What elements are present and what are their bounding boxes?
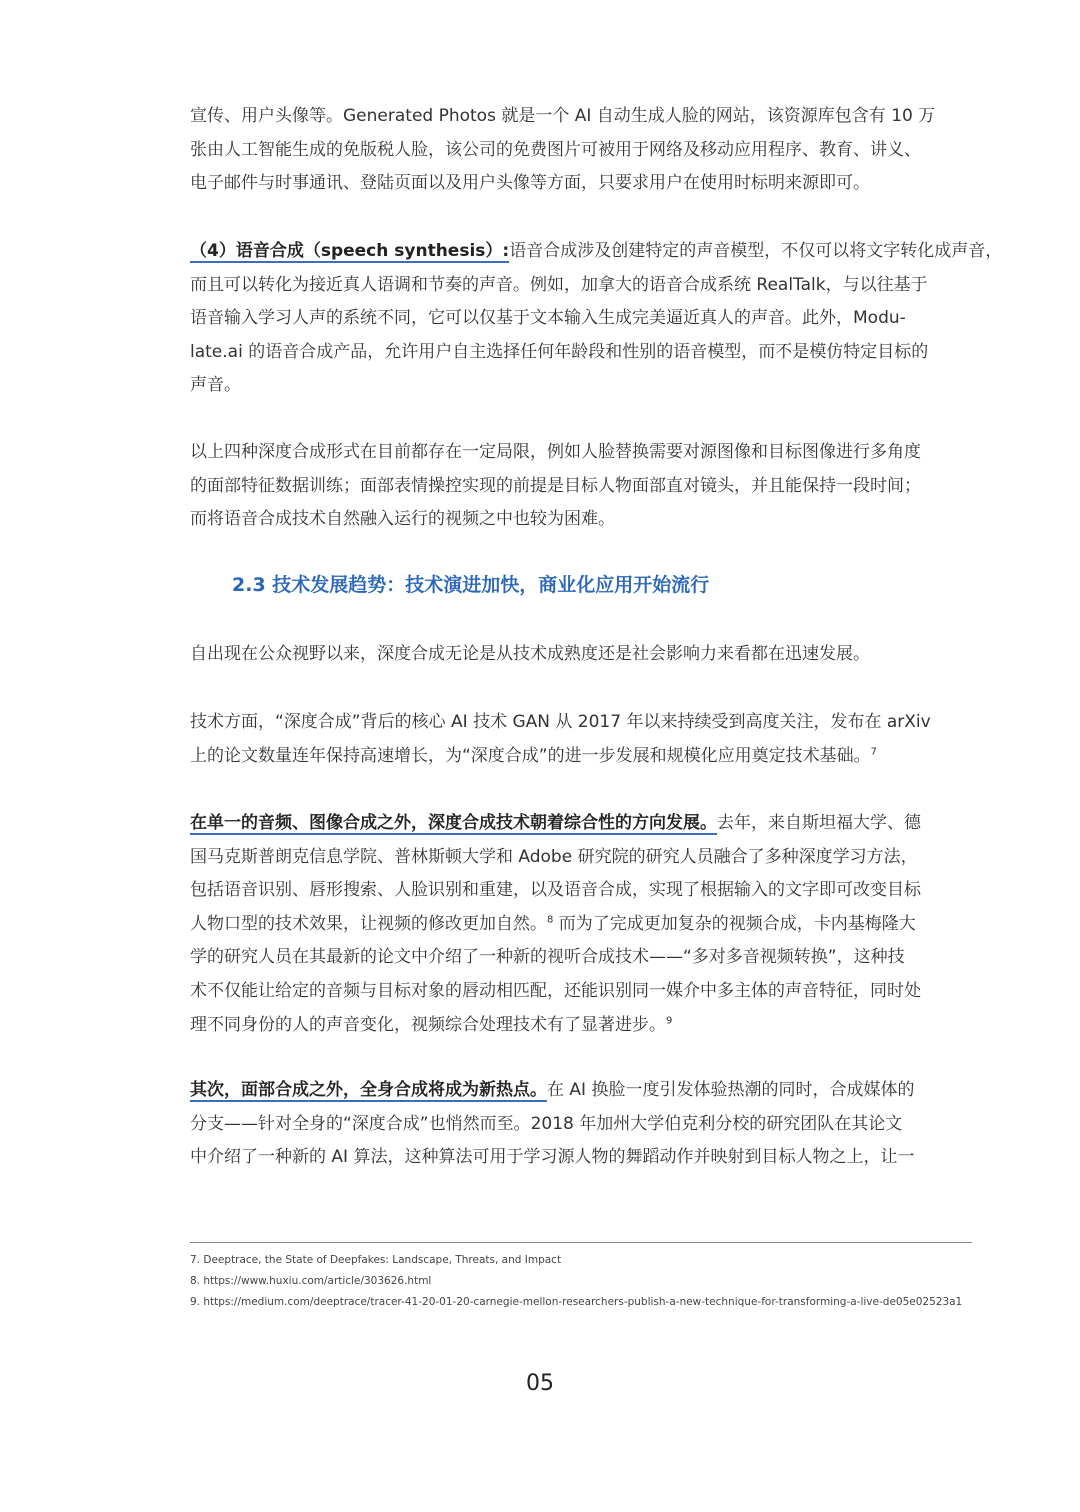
text-segment: 人物口型的技术效果，让视频的修改更加自然。 <box>190 913 547 934</box>
speech-synthesis-lead: （4）语音合成（speech synthesis）: <box>190 241 510 261</box>
text-line: 声音。 <box>190 375 241 396</box>
text-line: 语音输入学习人声的系统不同，它可以仅基于文本输入生成完美逼近真人的声音。此外，Modu- <box>190 308 906 329</box>
paragraph-intro <box>190 638 980 672</box>
footnote-ref-9[interactable]: 9 <box>666 1014 673 1026</box>
paragraph-generated-photos <box>190 100 980 201</box>
footnote-7: 7. Deeptrace, the State of Deepfakes: Landscape, Threats, and Impact <box>190 1254 562 1266</box>
paragraph-limitations <box>190 436 980 537</box>
paragraph-full-body-synthesis <box>190 1074 980 1175</box>
text-line: 学的研究人员在其最新的论文中介绍了一种新的视听合成技术——“多对多音视频转换”，这种技 <box>190 947 905 968</box>
text-segment: 理不同身份的人的声音变化，视频综合处理技术有了显著进步。 <box>190 1014 666 1035</box>
footnote-9-link[interactable]: 9. https://medium.com/deeptrace/tracer-41-20-01-20-carnegie-mellon-researchers-publish-a-new-technique-for-transforming-a-live-de05e02523a1 <box>190 1296 963 1308</box>
paragraph-speech-synthesis <box>190 235 1003 403</box>
text-line: 技术方面，“深度合成”背后的核心 AI 技术 GAN 从 2017 年以来持续受到高度关注，发布在 arXiv <box>190 712 931 732</box>
text-line: 中介绍了一种新的 AI 算法，这种算法可用于学习源人物的舞蹈动作并映射到目标人物之上，让一 <box>190 1147 915 1168</box>
text-line: 宣传、用户头像等。Generated Photos 就是一个 AI 自动生成人脸的网站，该资源库包含有 10 万 <box>190 106 936 126</box>
text-segment: 在 AI 换脸一度引发体验热潮的同时，合成媒体的 <box>547 1080 915 1100</box>
text-line: 而将语音合成技术自然融入运行的视频之中也较为困难。 <box>190 509 615 530</box>
page-number: 05 <box>526 1371 554 1396</box>
text-line: late.ai 的语音合成产品，允许用户自主选择任何年龄段和性别的语音模型，而不是模仿特定目标的 <box>190 341 929 362</box>
text-segment: 去年，来自斯坦福大学、德 <box>717 813 921 833</box>
text-line: 以上四种深度合成形式在目前都存在一定局限，例如人脸替换需要对源图像和目标图像进行多角度 <box>190 442 921 462</box>
footnote-8-link[interactable]: 8. https://www.huxiu.com/article/303626.html <box>190 1275 432 1287</box>
text-segment: 上的论文数量连年保持高速增长，为“深度合成”的进一步发展和规模化应用奠定技术基础。 <box>190 745 871 766</box>
text-line: 包括语音识别、唇形搜索、人脸识别和重建，以及语音合成，实现了根据输入的文字即可改变目标 <box>190 880 921 901</box>
text-line: 张由人工智能生成的免版税人脸，该公司的免费图片可被用于网络及移动应用程序、教育、讲义、 <box>190 139 921 160</box>
text-line: 分支——针对全身的“深度合成”也悄然而至。2018 年加州大学伯克利分校的研究团队在其论文 <box>190 1113 903 1134</box>
text-segment: 语音合成涉及创建特定的声音模型，不仅可以将文字转化成声音， <box>509 241 1003 261</box>
footnote-ref-7[interactable]: 7 <box>870 745 877 757</box>
paragraph-integrated-synthesis <box>190 807 980 1042</box>
footnotes <box>190 1250 962 1313</box>
text-line: 的面部特征数据训练；面部表情操控实现的前提是目标人物面部直对镜头，并且能保持一段时间； <box>190 475 921 496</box>
full-body-synthesis-lead: 其次，面部合成之外，全身合成将成为新热点。 <box>190 1080 547 1100</box>
footnote-ref-8[interactable]: 8 <box>547 914 554 926</box>
integrated-synthesis-lead: 在单一的音频、图像合成之外，深度合成技术朝着综合性的方向发展。 <box>190 813 717 833</box>
text-line: 而且可以转化为接近真人语调和节奏的声音。例如，加拿大的语音合成系统 RealTalk，与以往基于 <box>190 274 928 295</box>
footnote-divider <box>190 1242 972 1243</box>
text-line: 自出现在公众视野以来，深度合成无论是从技术成熟度还是社会影响力来看都在迅速发展。 <box>190 644 870 664</box>
text-line: 电子邮件与时事通讯、登陆页面以及用户头像等方面，只要求用户在使用时标明来源即可。 <box>190 173 870 194</box>
text-segment: 而为了完成更加复杂的视频合成，卡内基梅隆大 <box>553 913 916 934</box>
section-heading: 2.3 技术发展趋势：技术演进加快，商业化应用开始流行 <box>232 574 710 596</box>
paragraph-gan <box>190 706 980 773</box>
text-line: 术不仅能让给定的音频与目标对象的唇动相匹配，还能识别同一媒介中多主体的声音特征，同时处 <box>190 980 921 1001</box>
text-line: 国马克斯普朗克信息学院、普林斯顿大学和 Adobe 研究院的研究人员融合了多种深度学习方法， <box>190 846 918 867</box>
